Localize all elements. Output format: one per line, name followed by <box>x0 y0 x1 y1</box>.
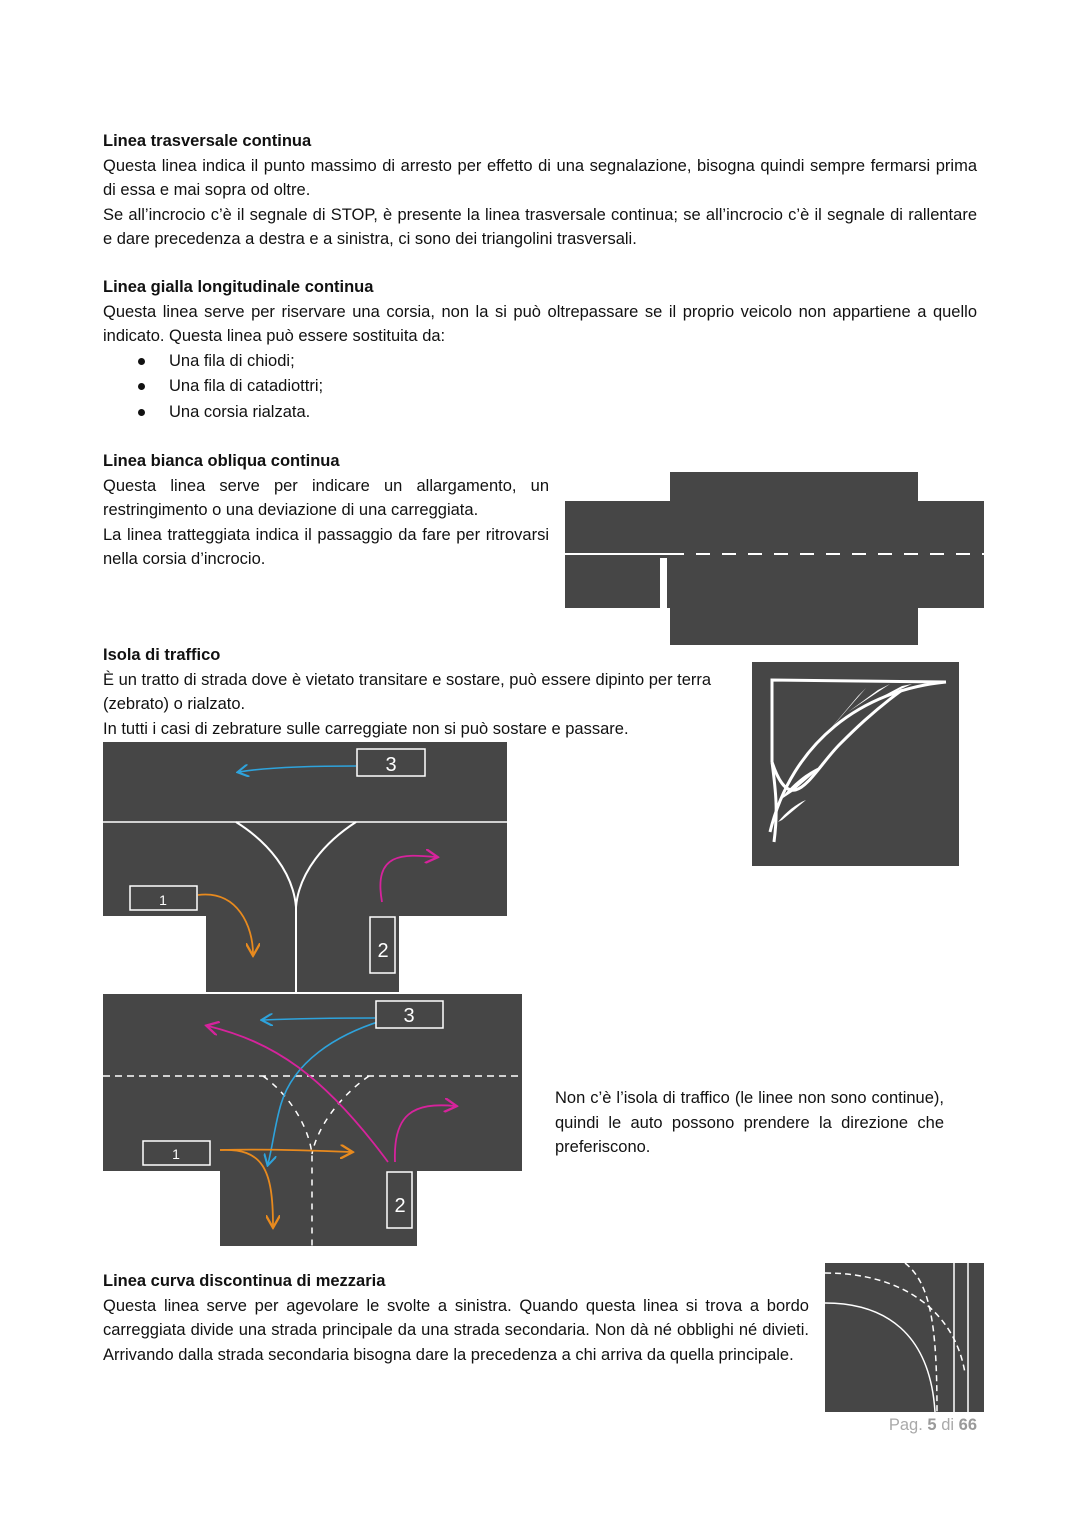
paragraph: Non c’è l’isola di traffico (le linee non sono continue), quindi le auto possono prendere la direzione che preferiscono. <box>555 1089 944 1156</box>
section-obliqua <box>103 449 549 572</box>
traffic-island-diagram <box>752 662 959 866</box>
car-3-label: 3 <box>403 1005 415 1027</box>
widening-road-diagram <box>565 472 984 645</box>
bullet-list <box>103 349 977 426</box>
page-total: 66 <box>958 1416 977 1434</box>
paragraph: Questa linea serve per riservare una corsia, non la si può oltrepassare se il proprio veicolo non appartiene a quello indicato. Questa linea può essere sostituita da: <box>103 302 977 345</box>
section-title: Linea gialla longitudinale continua <box>103 278 374 296</box>
section-title: Isola di traffico <box>103 646 221 664</box>
page-sep: di <box>941 1416 955 1434</box>
page-footer <box>860 1416 977 1435</box>
section-title: Linea bianca obliqua continua <box>103 452 340 470</box>
t-junction-island-diagram <box>103 742 507 992</box>
section-title: Linea curva discontinua di mezzaria <box>103 1272 386 1290</box>
section-title: Linea trasversale continua <box>103 132 312 150</box>
curved-centerline-diagram <box>825 1263 984 1412</box>
paragraph: Questa linea serve per indicare un allargamento, un restringimento o una deviazione di una carreggiata. <box>103 476 549 519</box>
car-3-label: 3 <box>385 754 397 776</box>
paragraph: In tutti i casi di zebrature sulle carreggiate non si può sostare e passare. <box>103 719 629 738</box>
paragraph: Questa linea serve per agevolare le svolte a sinistra. Quando questa linea si trova a bordo carreggiata divide una strada principale da una strada secondaria. Non dà né obblighi né divieti. Arrivando dalla strada secondaria bisogna dare la precedenza a chi arriva da quella principale. <box>103 1296 809 1364</box>
section-gialla <box>103 275 977 425</box>
car-1-label: 1 <box>159 892 167 908</box>
section-mezzaria <box>103 1269 809 1367</box>
paragraph: Se all’incrocio c’è il segnale di STOP, è presente la linea trasversale continua; se all’incrocio c’è il segnale di rallentare e dare precedenza a destra e a sinistra, ci sono dei triangolini trasversali. <box>103 205 977 248</box>
section-trasversale <box>103 129 977 252</box>
car-1-label: 1 <box>172 1146 180 1162</box>
paragraph: La linea tratteggiata indica il passaggio da fare per ritrovarsi nella corsia d’incrocio. <box>103 525 549 568</box>
list-item: Una fila di chiodi; <box>103 349 977 375</box>
section-nonisola <box>555 1086 944 1160</box>
section-isola <box>103 643 743 741</box>
list-item: Una corsia rialzata. <box>103 400 977 426</box>
list-item: Una fila di catadiottri; <box>103 374 977 400</box>
page-number: 5 <box>927 1416 937 1434</box>
paragraph: Questa linea indica il punto massimo di arresto per effetto di una segnalazione, bisogna quindi sempre fermarsi prima di essa e mai sopra od oltre. <box>103 156 977 199</box>
car-2-label: 2 <box>394 1195 406 1217</box>
paragraph: È un tratto di strada dove è vietato transitare e sostare, può essere dipinto per terra (zebrato) o rialzato. <box>103 670 712 713</box>
page-label: Pag. <box>888 1416 923 1434</box>
car-2-label: 2 <box>377 940 389 962</box>
t-junction-open-diagram <box>103 994 522 1246</box>
